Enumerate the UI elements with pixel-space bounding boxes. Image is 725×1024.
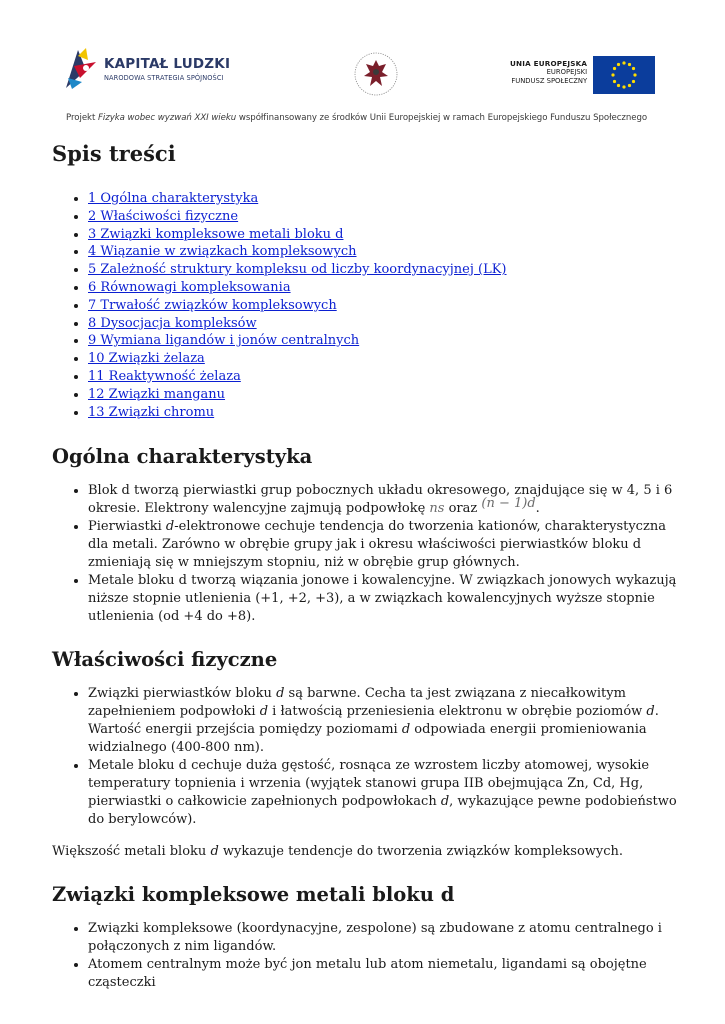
list-item: • Metale bloku d tworzą wiązania jonowe i kowalencyjne. W związkach jonowych wykazują niższe stopnie utlenienia (+1, +2, +3), a w związkach kowalencyjnych wyższe stopnie utlenienia (od +4 do +8).	[88, 572, 682, 626]
paragraph	[52, 843, 682, 861]
bullet-text: . Wartość energii przejścia pomiędzy poziomami	[88, 704, 659, 738]
section-complexes-list	[52, 920, 682, 992]
toc-item	[88, 261, 682, 279]
page-header	[0, 0, 725, 130]
list-item	[88, 685, 682, 757]
bullet-text: Metale bloku d cechuje duża gęstość, rosnąca ze wzrostem liczby atomowej, wysokie temperatury topnienia i wrzenia (wyjątek stanowi grupa IIB obejmująca Zn, Cd, Hg, pierwiastki o całkowicie zapełnionych podpowłokach	[88, 758, 650, 810]
kapital-ludzki-emblem-icon	[64, 48, 98, 90]
toc-item	[88, 315, 682, 333]
kapital-ludzki-title: KAPITAŁ LUDZKI	[104, 56, 231, 72]
toc-link-5[interactable]: 5 Zależność struktury kompleksu od liczby koordynacyjnej (LK)	[88, 262, 507, 278]
toc-link-11[interactable]: 11 Reaktywność żelaza	[88, 368, 241, 384]
paragraph-text: wykazuje tendencje do tworzenia związków kompleksowych.	[218, 844, 624, 860]
math-ns: ns	[429, 501, 445, 517]
toc-item	[88, 297, 682, 315]
section-general-list	[52, 482, 682, 626]
bullet-text: odpowiada energii promieniowania widzialnego (400-800 nm).	[88, 722, 647, 756]
university-eagle-icon	[352, 50, 400, 98]
list-item	[88, 482, 682, 518]
project-name: Fizyka wobec wyzwań XXI wieku	[98, 113, 237, 123]
toc-link-6[interactable]: 6 Równowagi kompleksowania	[88, 279, 291, 295]
italic-d: d	[646, 704, 655, 720]
list-item: • Związki kompleksowe (koordynacyjne, zespolone) są zbudowane z atomu centralnego i połączonych z nim ligandów.	[88, 920, 682, 956]
table-of-contents	[52, 190, 682, 421]
toc-item	[88, 226, 682, 244]
toc-item	[88, 368, 682, 386]
toc-link-13[interactable]: 13 Związki chromu	[88, 404, 215, 420]
project-suffix: współfinansowany ze środków Unii Europejskiej w ramach Europejskiego Funduszu Społecznego	[236, 113, 648, 123]
bullet-text: i łatwością przeniesienia elektronu w obrębie poziomów	[268, 704, 647, 720]
bullet-text: Związki pierwiastków bloku	[88, 686, 277, 702]
bullet-text: .	[535, 501, 540, 517]
italic-d: d	[440, 794, 450, 810]
section-title-physical: Właściwości fizyczne	[52, 648, 278, 672]
bullet-text: są barwne. Cecha ta jest związana z niecałkowitym zapełnieniem podpowłoki	[88, 686, 626, 720]
bullet-text: Blok d tworzą pierwiastki grup pobocznych układu okresowego, znajdujące się w 4, 5 i 6 okresie. Elektrony walencyjne zajmują podpowłokę	[88, 483, 673, 517]
italic-d: d	[259, 704, 269, 720]
italic-d: d	[276, 686, 285, 702]
toc-title: Spis treści	[52, 141, 176, 166]
paragraph-text: Większość metali bloku	[52, 844, 211, 860]
eu-subtitle-1: EUROPEJSKI	[546, 68, 588, 76]
section-title-complexes: Związki kompleksowe metali bloku d	[52, 883, 455, 907]
kapital-ludzki-subtitle: NARODOWA STRATEGIA SPÓJNOŚCI	[104, 74, 224, 82]
italic-d: d	[401, 722, 411, 738]
toc-link-3[interactable]: 3 Związki kompleksowe metali bloku d	[88, 226, 344, 242]
toc-link-1[interactable]: 1 Ogólna charakterystyka	[88, 191, 259, 206]
bullet-text: -elektronowe cechuje tendencja do tworzenia kationów, charakterystyczna dla metali. Zarówno w obrębie grupy jak i okresu właściwości pierwiastków bloku d zmieniają się w mniejszym stopniu, niż w obrębie grup głównych.	[88, 519, 666, 571]
toc-item	[88, 243, 682, 261]
toc-link-7[interactable]: 7 Trwałość związków kompleksowych	[88, 297, 337, 313]
list-item: • Atomem centralnym może być jon metalu lub atom niemetalu, ligandami są obojętne cząsteczki	[88, 956, 682, 992]
list-item	[88, 518, 682, 572]
toc-item	[88, 350, 682, 368]
eu-flag-icon	[593, 56, 655, 94]
document-content	[52, 137, 682, 992]
toc-link-2[interactable]: 2 Właściwości fizyczne	[88, 208, 239, 224]
toc-link-9[interactable]: 9 Wymiana ligandów i jonów centralnych	[88, 333, 360, 349]
toc-item	[88, 208, 682, 226]
toc-link-4[interactable]: 4 Wiązanie w związkach kompleksowych	[88, 244, 357, 260]
list-item	[88, 757, 682, 829]
bullet-text: , wykazujące pewne podobieństwo do berylowców).	[88, 794, 677, 828]
project-funding-line	[66, 113, 647, 123]
eu-fund-logo	[510, 56, 655, 94]
toc-link-8[interactable]: 8 Dysocjacja kompleksów	[88, 315, 257, 331]
section-title-general: Ogólna charakterystyka	[52, 445, 313, 469]
university-seal	[352, 50, 400, 102]
eu-title: UNIA EUROPEJSKA	[510, 59, 588, 68]
toc-item	[88, 279, 682, 297]
math-n-1-d: (n − 1)d	[481, 496, 536, 512]
bullet-text: oraz	[444, 501, 482, 517]
italic-d: d	[210, 844, 219, 860]
bullet-text: Pierwiastki	[88, 519, 166, 535]
toc-link-10[interactable]: 10 Związki żelaza	[88, 351, 205, 367]
italic-d: d	[165, 519, 175, 535]
section-physical-list	[52, 685, 682, 829]
toc-item	[88, 404, 682, 422]
toc-item	[88, 332, 682, 350]
project-prefix: Projekt	[66, 113, 98, 123]
toc-item	[88, 386, 682, 404]
eu-subtitle-2: FUNDUSZ SPOŁECZNY	[511, 77, 588, 85]
toc-item	[88, 190, 682, 208]
kapital-ludzki-logo	[64, 48, 230, 90]
toc-link-12[interactable]: 12 Związki manganu	[88, 386, 226, 402]
